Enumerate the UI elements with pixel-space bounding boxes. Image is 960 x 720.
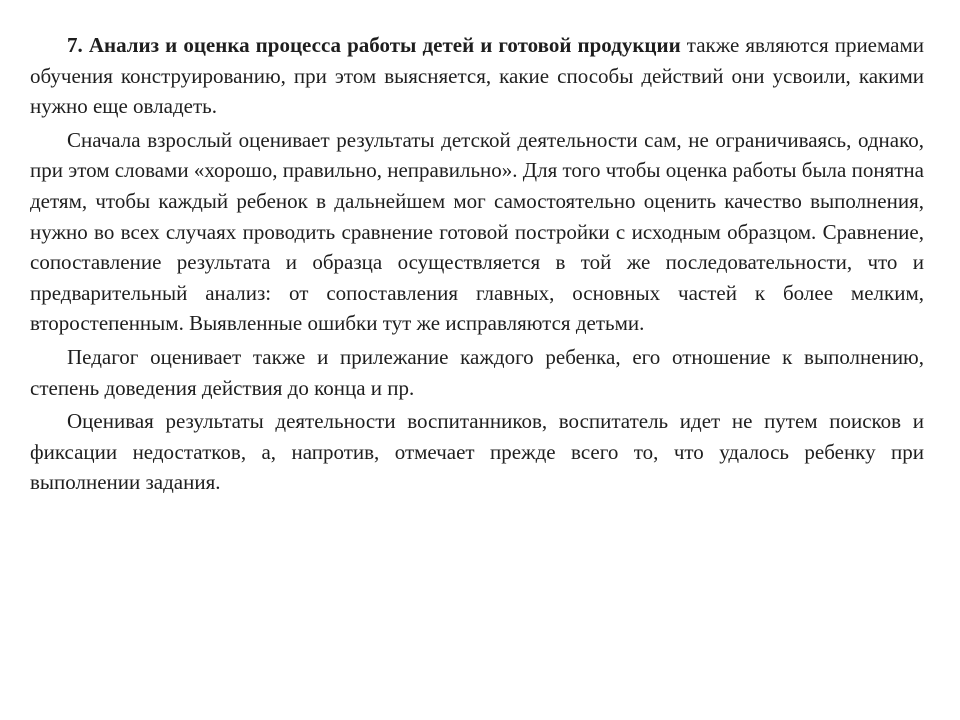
paragraph-text: также являются приемами обучения конструированию, при этом выясняется, какие способы действий они усвоили, какими нужно еще овладеть.: [30, 33, 924, 119]
paragraph-heading: 7. Анализ и оценка процесса работы детей и готовой продукции: [67, 33, 681, 57]
paragraph-analysis-evaluation: [30, 30, 924, 122]
paragraph-text: Педагог оценивает также и прилежание каждого ребенка, его отношение к выполнению, степень доведения действия до конца и пр.: [30, 344, 924, 400]
paragraph-diligence: [30, 342, 924, 403]
paragraph-adult-evaluation: [30, 125, 924, 339]
paragraph-text: Сначала взрослый оценивает результаты детской деятельности сам, не ограничиваясь, однако, при этом словами «хорошо, правильно, неправильно». Для того чтобы оценка работы была понятна детям, чтобы каждый ребенок в дальнейшем мог самостоятельно оценить качество выполнения, нужно во всех случаях проводить сравнение готовой постройки с исходным образцом. Сравнение, сопоставление результата и образца осуществляется в той же последовательности, что и предварительный анализ: от сопоставления главных, основных частей к более мелким, второстепенным. Выявленные ошибки тут же исправляются детьми.: [30, 127, 924, 336]
paragraph-positive-assessment: [30, 406, 924, 498]
slide-text-body: [30, 30, 924, 501]
paragraph-text: Оценивая результаты деятельности воспитанников, воспитатель идет не путем поисков и фиксации недостатков, а, напротив, отмечает прежде всего то, что удалось ребенку при выполнении задания.: [30, 409, 924, 495]
